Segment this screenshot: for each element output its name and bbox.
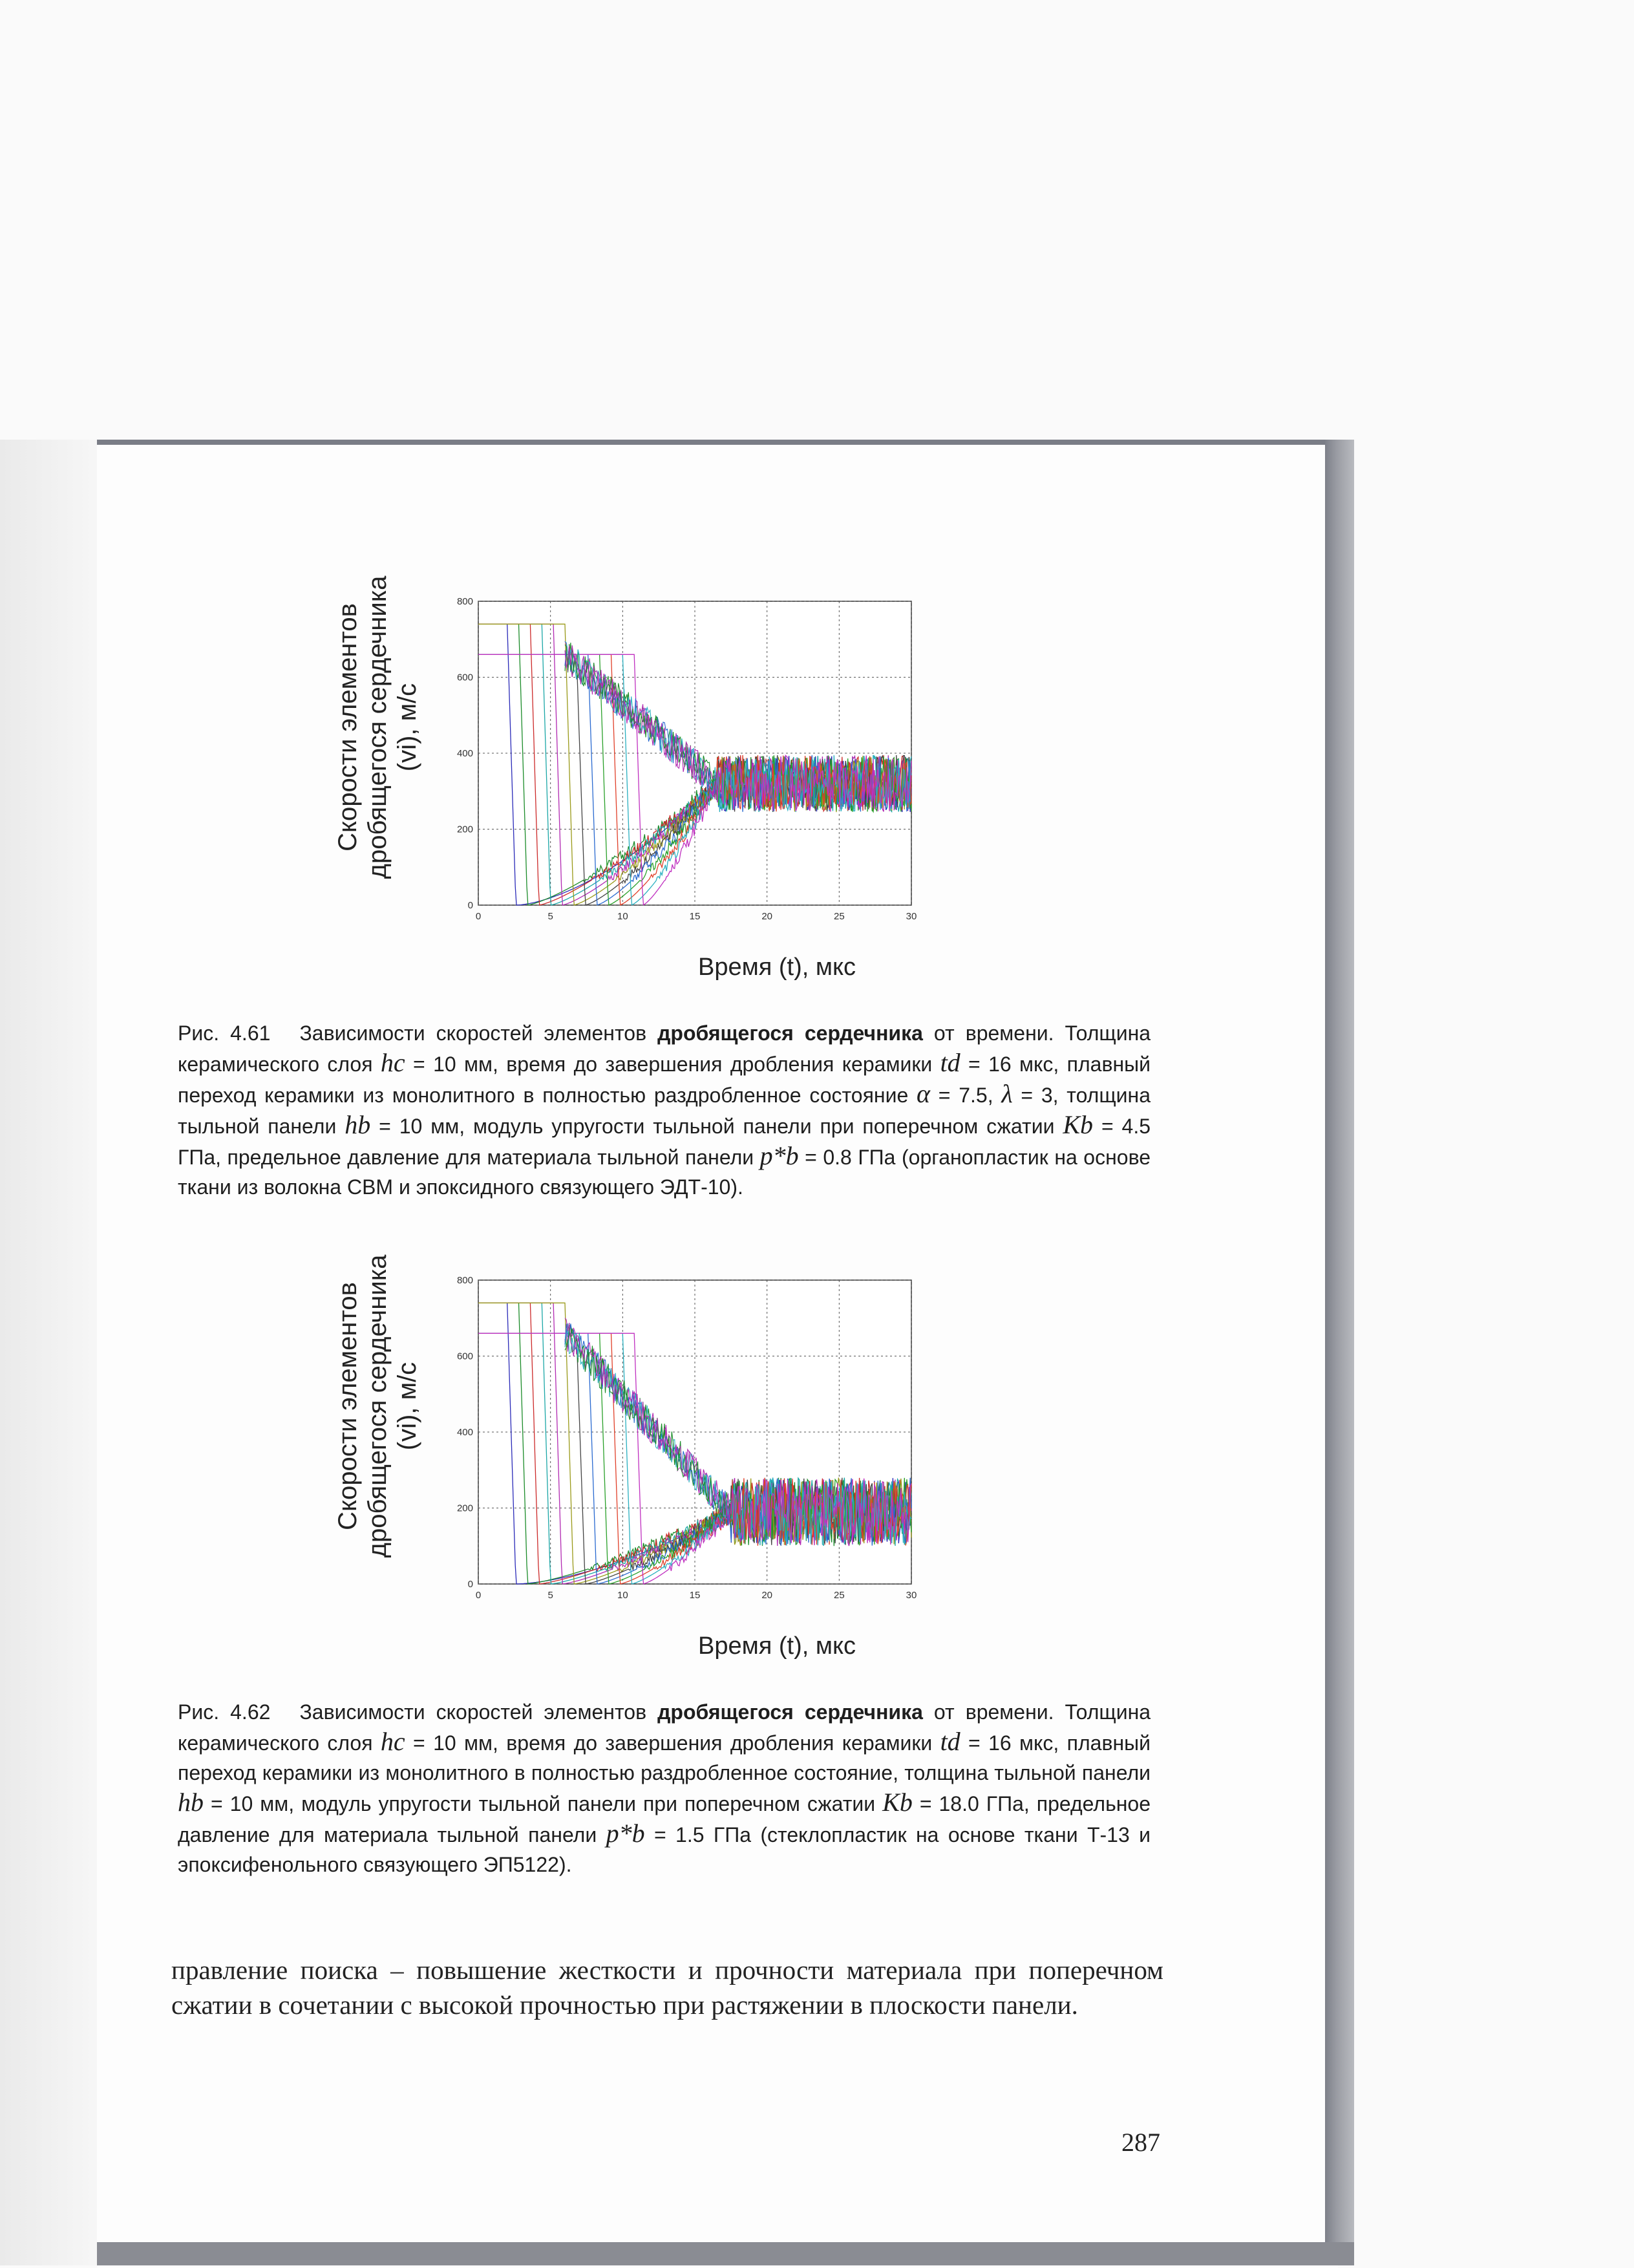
figure-4-61-xlabel: Время (t), мкс bbox=[698, 954, 856, 981]
symbol-pb: p*b bbox=[606, 1819, 645, 1848]
x-tick-label: 10 bbox=[617, 1590, 628, 1601]
figure-number: Рис. 4.62 bbox=[178, 1700, 271, 1724]
symbol-hc: hc bbox=[380, 1048, 405, 1077]
x-tick-label: 30 bbox=[906, 1590, 917, 1601]
figure-4-62-ylabel bbox=[333, 1212, 443, 1600]
x-tick-label: 0 bbox=[475, 1590, 482, 1601]
x-tick-label: 25 bbox=[833, 1590, 845, 1601]
figure-4-62-chart bbox=[334, 1254, 944, 1662]
caption-text: Зависимости скоростей элементов bbox=[299, 1022, 658, 1045]
caption-text: = 4.5 ГПа, предельное давление для материала тыльной панели bbox=[178, 1115, 1151, 1169]
y-tick-label: 400 bbox=[456, 748, 473, 759]
x-tick-label: 5 bbox=[547, 1590, 553, 1601]
ylabel-line-2: дробящегося сердечника bbox=[363, 1254, 392, 1558]
symbol-lambda: λ bbox=[1001, 1079, 1013, 1108]
caption-text: = 10 мм, время до завершения дробления керамики bbox=[405, 1731, 940, 1755]
x-tick-label: 15 bbox=[689, 911, 701, 922]
y-tick-label: 400 bbox=[456, 1427, 473, 1438]
caption-text: = 10 мм, модуль упругости тыльной панели при поперечном сжатии bbox=[204, 1792, 883, 1815]
page-number: 287 bbox=[1121, 2128, 1160, 2157]
x-tick-label: 20 bbox=[761, 911, 773, 922]
x-tick-label: 5 bbox=[547, 911, 553, 922]
y-tick-label: 200 bbox=[456, 1503, 473, 1514]
caption-text: = 16 мкс, плавный переход керамики из монолитного в полностью раздробленное состояние bbox=[178, 1053, 1151, 1107]
figure-4-61-ylabel bbox=[333, 533, 443, 921]
symbol-alpha: α bbox=[917, 1079, 931, 1108]
ylabel-line-3: (vi), м/с bbox=[393, 683, 421, 772]
symbol-Kb: Kb bbox=[882, 1788, 913, 1817]
caption-text: = 10 мм, время до завершения дробления керамики bbox=[405, 1053, 940, 1076]
x-tick-label: 15 bbox=[689, 1590, 701, 1601]
caption-text: = 10 мм, модуль упругости тыльной панели при поперечном сжатии bbox=[370, 1115, 1063, 1138]
symbol-hb: hb bbox=[178, 1788, 204, 1817]
caption-text: Зависимости скоростей элементов bbox=[299, 1700, 658, 1724]
symbol-pb: p*b bbox=[759, 1141, 799, 1170]
body-paragraph bbox=[171, 1952, 1163, 2022]
ylabel-line-3: (vi), м/с bbox=[393, 1362, 421, 1451]
symbol-hc: hc bbox=[380, 1727, 405, 1756]
caption-text: = 1.5 ГПа (стеклопластик на основе ткани Т-13 и эпоксифенольного связующего ЭП5122). bbox=[178, 1823, 1151, 1876]
caption-bold-term: дробящегося сердечника bbox=[657, 1022, 923, 1045]
caption-text: = 3, толщина тыльной панели bbox=[178, 1084, 1151, 1138]
book-cover-edge-bottom bbox=[97, 2242, 1354, 2265]
y-tick-label: 800 bbox=[456, 596, 473, 607]
book-cover-edge-right bbox=[1325, 440, 1354, 2265]
caption-text: = 16 мкс, плавный переход керамики из монолитного в полностью раздробленное состояние, толщина тыльной панели bbox=[178, 1731, 1151, 1784]
symbol-hb: hb bbox=[345, 1110, 371, 1139]
figure-4-61-chart bbox=[334, 575, 944, 983]
figure-4-62-plot bbox=[440, 1274, 917, 1636]
figure-4-61-plot bbox=[440, 595, 917, 957]
figure-4-61-caption bbox=[178, 1018, 1151, 1202]
x-tick-label: 25 bbox=[833, 911, 845, 922]
y-tick-label: 800 bbox=[456, 1275, 473, 1286]
figure-number: Рис. 4.61 bbox=[178, 1022, 271, 1045]
symbol-td: td bbox=[940, 1048, 960, 1077]
figure-4-62-caption bbox=[178, 1697, 1151, 1879]
body-text: правление поиска – повышение жесткости и прочности материала при поперечном сжатии в сочетании с высокой прочностью при растяжении в плоскости панели. bbox=[171, 1955, 1163, 2020]
x-tick-label: 0 bbox=[475, 911, 482, 922]
caption-text: от времени. Толщина керамического слоя bbox=[178, 1022, 1151, 1076]
x-tick-label: 20 bbox=[761, 1590, 773, 1601]
ylabel-line-1: Скорости элементов bbox=[334, 1282, 362, 1530]
ylabel-line-2: дробящегося сердечника bbox=[363, 575, 392, 879]
y-tick-label: 600 bbox=[456, 672, 473, 683]
caption-text: = 18.0 ГПа, предельное давление для материала тыльной панели bbox=[178, 1792, 1151, 1846]
caption-text: = 7.5, bbox=[930, 1084, 1002, 1107]
ylabel-line-1: Скорости элементов bbox=[334, 603, 362, 851]
y-tick-label: 200 bbox=[456, 824, 473, 835]
y-tick-label: 0 bbox=[467, 900, 473, 911]
caption-text: от времени. Толщина керамического слоя bbox=[178, 1700, 1151, 1755]
figure-4-62-xlabel: Время (t), мкс bbox=[698, 1632, 856, 1660]
symbol-td: td bbox=[940, 1727, 960, 1756]
symbol-Kb: Kb bbox=[1063, 1110, 1094, 1139]
caption-bold-term: дробящегося сердечника bbox=[657, 1700, 923, 1724]
x-tick-label: 30 bbox=[906, 911, 917, 922]
y-tick-label: 0 bbox=[467, 1579, 473, 1590]
x-tick-label: 10 bbox=[617, 911, 628, 922]
y-tick-label: 600 bbox=[456, 1351, 473, 1362]
caption-text: = 0.8 ГПа (органопластик на основе ткани из волокна СВМ и эпоксидного связующего ЭДТ-10). bbox=[178, 1146, 1151, 1199]
